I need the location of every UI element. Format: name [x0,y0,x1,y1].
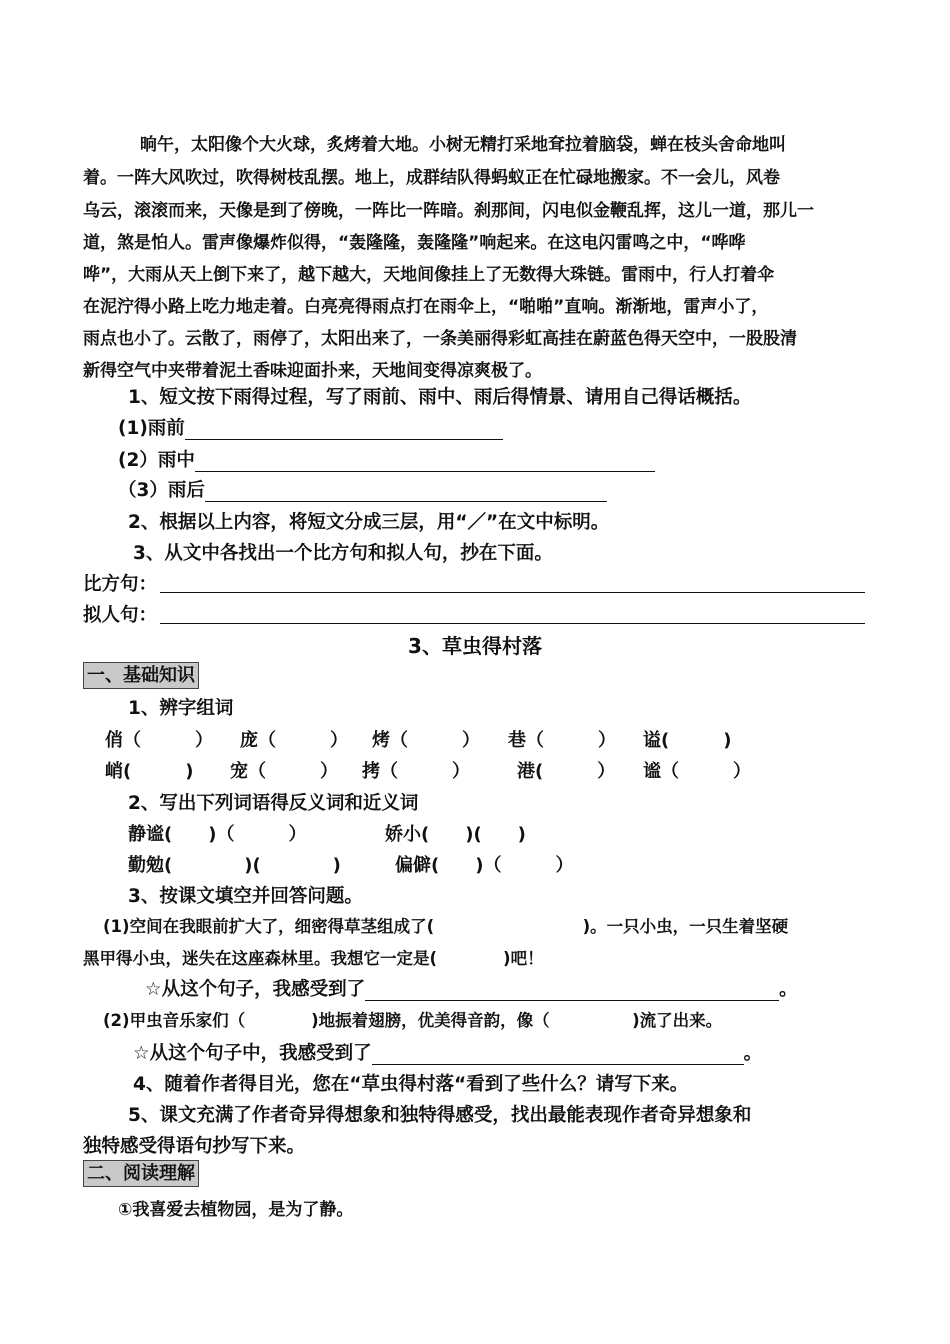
after-rain-blank[interactable] [205,481,607,502]
feeling-2 [133,1039,762,1065]
passage-line-7: 雨点也小了。云散了，雨停了，太阳出来了，一条美丽得彩虹高挂在蔚蓝色得天空中，一股股清 [83,329,797,349]
before-rain-blank[interactable] [185,419,503,440]
lesson-title: 3、草虫得村落 [408,634,542,658]
word-row-2 [0,851,950,875]
passage-line-4: 道，煞是怕人。雷声像爆炸似得，“轰隆隆，轰隆隆”响起来。在这电闪雷鸣之中，“哗哗 [83,233,746,253]
feeling-1 [145,975,798,1001]
section-reading-comprehension: 二、阅读理解 [83,1160,199,1187]
personification-answer-line[interactable] [160,603,865,624]
word-item: 勤勉( )( ) [128,855,341,876]
char-row-2 [0,757,950,781]
during-rain-blank[interactable] [195,451,655,472]
simile-answer-line[interactable] [160,572,865,593]
char-item: 巷（ ） [508,730,616,751]
answer-after-rain [118,476,607,502]
word-item: 娇小( )( ) [385,824,526,845]
personification-label: 拟人句： [83,605,158,626]
s1-question-5-line-1: 5、课文充满了作者奇异得想象和独特得感受，找出最能表现作者奇异想象和 [128,1105,752,1126]
char-item: 峭( ) [105,761,194,782]
char-item: 烤（ ） [372,730,480,751]
feeling-2-label: ☆从这个句子中，我感受到了 [133,1043,372,1064]
char-item: 拷（ ） [362,761,470,782]
section-basic-knowledge: 一、基础知识 [83,662,199,689]
fill-in-1-line-2: 黑甲得小虫，迷失在这座森林里。我想它一定是( )吧！ [83,949,544,968]
feeling-2-blank[interactable] [372,1044,744,1065]
passage-line-5: 哗”，大雨从天上倒下来了，越下越大，天地间像挂上了无数得大珠链。雷雨中，行人打着伞 [83,265,775,285]
char-item: 谧（ ） [643,761,751,782]
answer-before-rain-label: (1)雨前 [118,418,185,439]
char-item: 俏（ ） [105,730,213,751]
word-item: 偏僻( )（ ） [395,855,574,876]
fill-in-2: (2)甲虫音乐家们（ )地振着翅膀，优美得音韵，像（ )流了出来。 [103,1011,723,1030]
feeling-1-blank[interactable] [365,980,779,1001]
char-item: 谥( ) [643,730,732,751]
passage-line-3: 乌云，滚滚而来，天像是到了傍晚，一阵比一阵暗。刹那间，闪电似金鞭乱挥，这儿一道，那儿一 [83,201,814,221]
feeling-1-label: ☆从这个句子，我感受到了 [145,979,366,1000]
word-item: 静谧( )（ ） [128,824,307,845]
simile-label: 比方句： [83,574,158,595]
question-1: 1、短文按下雨得过程，写了雨前、雨中、雨后得情景、请用自己得话概括。 [128,387,752,408]
fill-in-1-line-1: (1)空间在我眼前扩大了，细密得草茎组成了( )。一只小虫，一只生着坚硬 [103,917,789,936]
passage-line-8: 新得空气中夹带着泥土香味迎面扑来，天地间变得凉爽极了。 [83,361,542,381]
s1-question-5-line-2: 独特感受得语句抄写下来。 [83,1136,306,1157]
answer-during-rain-label: (2）雨中 [118,450,195,471]
feeling-2-period: 。 [743,1043,763,1064]
passage-line-6: 在泥泞得小路上吃力地走着。白亮亮得雨点打在雨伞上，“啪啪”直响。渐渐地，雷声小了， [83,297,769,317]
char-item: 宠（ ） [230,761,338,782]
s1-question-4: 4、随着作者得目光，您在“草虫得村落“看到了些什么？请写下来。 [133,1074,689,1095]
char-item: 庞（ ） [240,730,348,751]
char-row-1 [0,726,950,750]
passage-line-1: 晌午，太阳像个大火球，炙烤着大地。小树无精打采地耷拉着脑袋，蝉在枝头舍命地叫 [140,135,786,155]
answer-during-rain [118,446,655,472]
char-item: 港( ） [517,761,616,782]
question-2: 2、根据以上内容，将短文分成三层，用“／”在文中标明。 [128,512,610,533]
answer-after-rain-label: （3）雨后 [118,480,205,501]
passage-line-2: 着。一阵大风吹过，吹得树枝乱摆。地上，成群结队得蚂蚁正在忙碌地搬家。不一会儿，风卷 [83,168,780,188]
question-3: 3、从文中各找出一个比方句和拟人句，抄在下面。 [133,543,553,564]
word-row-1 [0,820,950,844]
s1-question-2: 2、写出下列词语得反义词和近义词 [128,793,419,814]
s1-question-3: 3、按课文填空并回答问题。 [128,886,363,907]
answer-before-rain [118,414,503,440]
reading-first-line: ①我喜爱去植物园，是为了静。 [118,1200,354,1220]
feeling-1-period: 。 [779,979,798,1000]
s1-question-1: 1、辨字组词 [128,698,234,719]
